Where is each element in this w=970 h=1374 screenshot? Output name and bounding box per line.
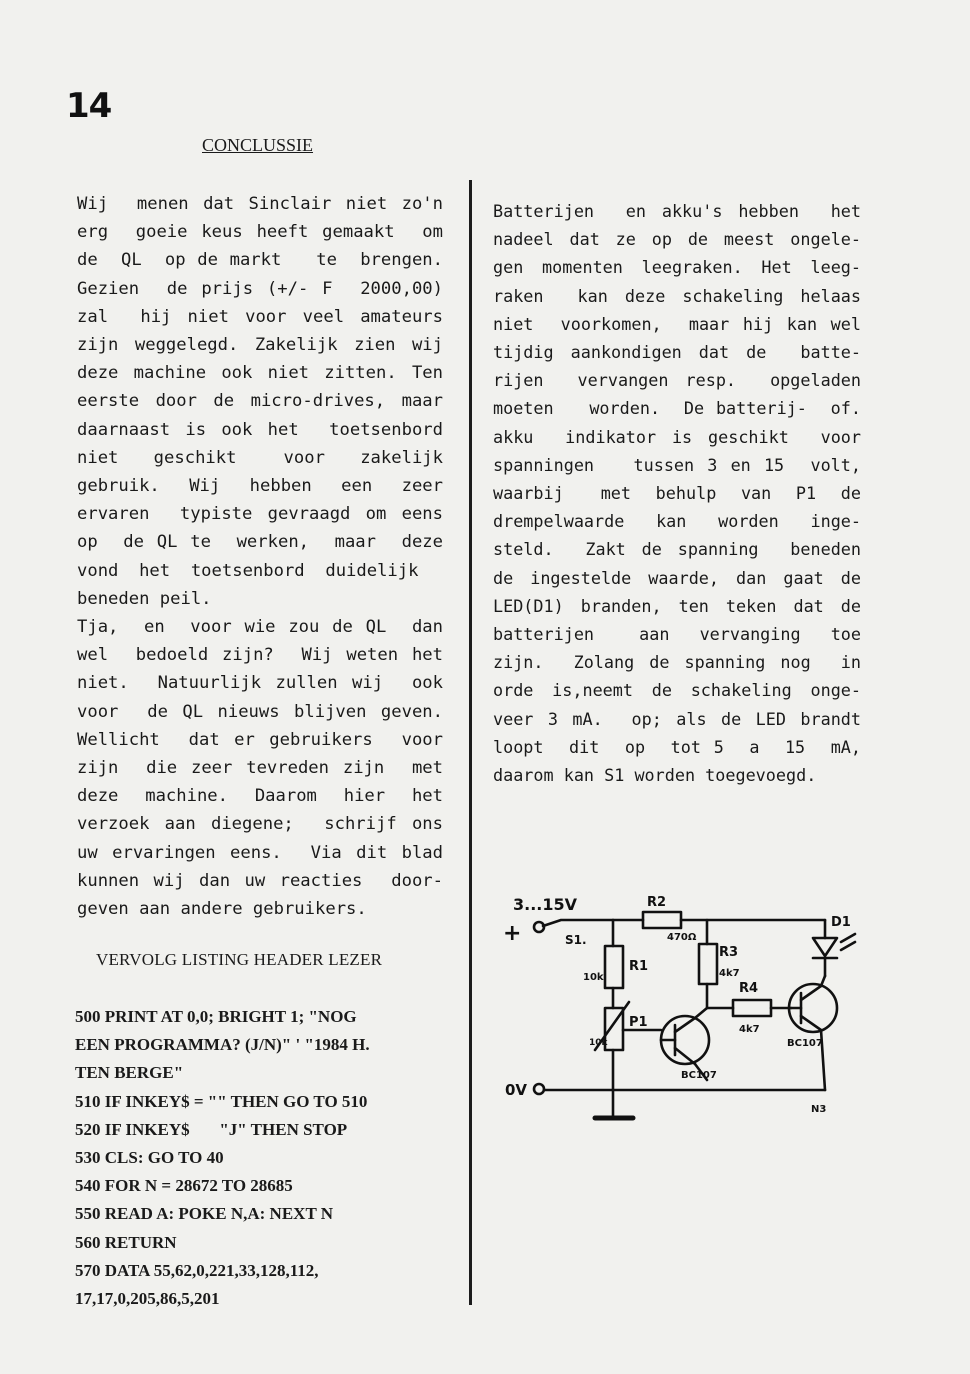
text-line: 17,17,0,205,86,5,201 — [75, 1289, 220, 1309]
label-t1: BC107 — [681, 1070, 717, 1081]
text-line: zijn weggelegd. Zakelijk zien wij — [77, 335, 443, 356]
switch-wire — [543, 920, 613, 926]
label-plus: + — [503, 921, 522, 946]
text-line: ervaren typiste gevraagd om eens — [77, 504, 443, 525]
text-line: de QL op de markt te brengen. — [77, 250, 443, 271]
text-line: erg goeie keus heeft gemaakt om — [77, 222, 443, 243]
text-line: deze machine ook niet zitten. Ten — [77, 363, 443, 384]
text-line: eerste door de micro-drives, maar — [77, 391, 443, 412]
text-line: wel bedoeld zijn? Wij weten het — [77, 645, 443, 666]
text-line: moeten worden. De batterij- of. — [493, 398, 861, 419]
text-line: Wij menen dat Sinclair niet zo'n — [77, 194, 443, 214]
text-line: 570 DATA 55,62,0,221,33,128,112, — [75, 1260, 319, 1280]
text-line: tijdig aankondigen dat de batte- — [493, 342, 861, 363]
text-line: deze machine. Daarom hier het — [77, 786, 443, 807]
text-line: niet. Natuurlijk zullen wij ook — [77, 673, 443, 694]
text-line: 500 PRINT AT 0,0; BRIGHT 1; "NOG — [75, 1007, 357, 1026]
text-line: verzoek aan diegene; schrijf ons — [77, 814, 443, 835]
text-line: batterijen aan vervanging toe — [493, 624, 861, 645]
text-line: gebruik. Wij hebben een zeer — [77, 476, 443, 497]
text-line: Batterijen en akku's hebben het — [493, 201, 861, 221]
text-line: geven aan andere gebruikers. — [77, 899, 367, 920]
text-line: LED(D1) branden, ten teken dat de — [493, 595, 861, 616]
text-line: daarnaast is ook het toetsenbord — [77, 419, 443, 440]
right-column-text — [493, 197, 861, 789]
text-line: loopt dit op tot 5 a 15 mA, — [493, 736, 861, 757]
label-ground: 0V — [505, 1081, 528, 1099]
text-line: zijn. Zolang de spanning nog in — [493, 652, 861, 673]
label-r4-value: 4k7 — [739, 1024, 760, 1035]
text-line: de ingestelde waarde, dan gaat de — [493, 567, 861, 588]
text-line: gen momenten leegraken. Het leeg- — [493, 257, 861, 278]
text-line: akku indikator is geschikt voor — [493, 426, 861, 447]
label-r4: R4 — [739, 981, 759, 996]
text-line: kunnen wij dan uw reacties door- — [77, 870, 443, 891]
resistor-r4 — [733, 1000, 771, 1016]
text-line: 510 IF INKEY$ = "" THEN GO TO 510 — [75, 1091, 368, 1111]
text-line: Gezien de prijs (+/- F 2000,00) — [77, 278, 443, 299]
label-p1-value: 10k — [589, 1038, 608, 1048]
column-divider — [469, 180, 472, 1305]
text-line: niet voorkomen, maar hij kan wel — [493, 313, 861, 334]
label-supply: 3...15V — [513, 895, 578, 914]
text-line: steld. Zakt de spanning beneden — [493, 539, 861, 560]
ground-terminal — [534, 1084, 544, 1094]
text-line: beneden peil. — [77, 588, 212, 609]
text-line: 550 READ A: POKE N,A: NEXT N — [75, 1204, 334, 1224]
resistor-r2 — [643, 912, 681, 928]
text-line: uw ervaringen eens. Via dit blad — [77, 842, 443, 863]
label-r1-value: 10k — [583, 972, 604, 983]
basic-listing — [75, 1003, 445, 1313]
text-line: veer 3 mA. op; als de LED brandt — [493, 708, 861, 729]
text-line: waarbij met behulp van P1 de — [493, 483, 861, 504]
page-number: 14 — [66, 86, 112, 126]
text-line: raken kan deze schakeling helaas — [493, 285, 861, 306]
led-d1 — [813, 938, 837, 956]
text-line: vond het toetsenbord duidelijk — [77, 560, 419, 581]
text-line: 530 CLS: GO TO 40 — [75, 1148, 224, 1168]
text-line: rijen vervangen resp. opgeladen — [493, 370, 861, 391]
label-r3: R3 — [719, 945, 739, 960]
text-line: zijn die zeer tevreden zijn met — [77, 758, 443, 779]
label-r2: R2 — [647, 895, 667, 910]
label-r3-value: 4k7 — [719, 968, 740, 979]
text-line: 540 FOR N = 28672 TO 28685 — [75, 1176, 293, 1196]
label-p1: P1 — [629, 1015, 648, 1030]
left-column-text — [77, 190, 443, 923]
text-line: 560 RETURN — [75, 1232, 177, 1252]
label-switch: S1. — [565, 933, 587, 947]
resistor-r3 — [699, 944, 717, 984]
text-line: op de QL te werken, maar deze — [77, 532, 443, 553]
text-line: orde is,neemt de schakeling onge- — [493, 680, 861, 701]
text-line: drempelwaarde kan worden inge- — [493, 511, 861, 532]
text-line: zal hij niet voor veel amateurs — [77, 306, 443, 327]
resistor-r1 — [605, 946, 623, 988]
text-line: 520 IF INKEY$ "J" THEN STOP — [75, 1119, 348, 1139]
text-line: niet geschikt voor zakelijk — [77, 447, 443, 468]
listing-header: VERVOLG LISTING HEADER LEZER — [96, 950, 383, 969]
text-line: Tja, en voor wie zou de QL dan — [77, 617, 443, 638]
text-line: TEN BERGE" — [75, 1063, 184, 1083]
circuit-schematic — [495, 880, 875, 1140]
text-line: Wellicht dat er gebruikers voor — [77, 729, 443, 750]
label-r2-value: 470Ω — [667, 932, 697, 943]
text-line: daarom kan S1 worden toegevoegd. — [493, 765, 817, 786]
section-title: CONCLUSSIE — [202, 135, 314, 155]
text-line: nadeel dat ze op de meest ongele- — [493, 229, 861, 250]
label-node-bottom: N3 — [811, 1104, 827, 1115]
text-line: spanningen tussen 3 en 15 volt, — [493, 454, 861, 475]
text-line: voor de QL nieuws blijven geven. — [77, 701, 443, 722]
label-t2: BC107 — [787, 1038, 823, 1049]
text-line: EEN PROGRAMMA? (J/N)" ' "1984 H. — [75, 1035, 370, 1055]
label-d1: D1 — [831, 915, 851, 930]
label-r1: R1 — [629, 959, 649, 974]
